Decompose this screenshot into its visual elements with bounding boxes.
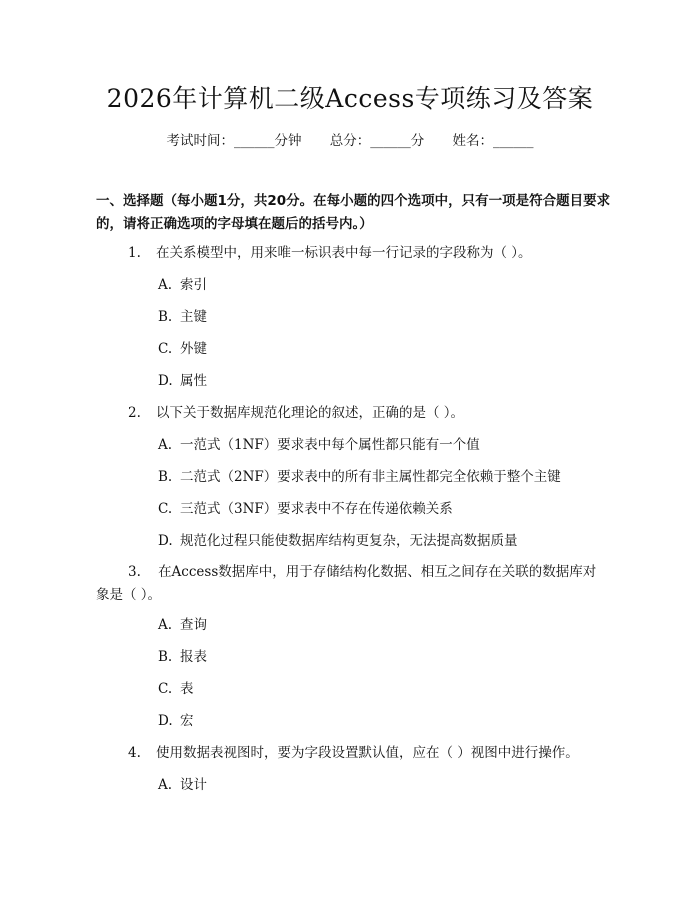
option-2d xyxy=(158,532,518,550)
option-text: 宏 xyxy=(180,713,194,729)
question-number: 1. xyxy=(128,245,141,261)
question-text: 使用数据表视图时，要为字段设置默认值，应在（ ）视图中进行操作。 xyxy=(156,745,579,761)
exam-time-field: 考试时间：______分钟 xyxy=(166,133,302,149)
option-2a xyxy=(158,436,480,454)
option-text: 设计 xyxy=(180,777,207,793)
option-1a xyxy=(158,276,207,294)
option-1d xyxy=(158,372,207,390)
option-text: 规范化过程只能使数据库结构更复杂，无法提高数据质量 xyxy=(180,533,518,549)
option-letter: B. xyxy=(158,469,173,485)
exam-meta xyxy=(0,132,700,150)
option-3a xyxy=(158,616,207,634)
option-text: 报表 xyxy=(180,649,207,665)
student-name-field: 姓名：______ xyxy=(452,133,534,149)
option-text: 一范式（1NF）要求表中每个属性都只能有一个值 xyxy=(180,437,480,453)
option-2b xyxy=(158,468,561,486)
question-number: 3. xyxy=(128,564,141,580)
option-text: 三范式（3NF）要求表中不存在传递依赖关系 xyxy=(180,501,453,517)
option-text: 二范式（2NF）要求表中的所有非主属性都完全依赖于整个主键 xyxy=(180,469,561,485)
question-4 xyxy=(128,744,579,762)
option-text: 外键 xyxy=(180,341,207,357)
option-letter: A. xyxy=(158,617,173,633)
question-text: 在Access数据库中，用于存储结构化数据、相互之间存在关联的数据库对象是（ ）。 xyxy=(96,564,597,603)
option-4a xyxy=(158,776,207,794)
option-letter: C. xyxy=(158,341,173,357)
question-number: 2. xyxy=(128,405,141,421)
option-text: 主键 xyxy=(180,309,207,325)
option-text: 表 xyxy=(180,681,194,697)
option-letter: A. xyxy=(158,777,173,793)
total-score-field: 总分：______分 xyxy=(329,133,425,149)
option-letter: C. xyxy=(158,501,173,517)
option-2c xyxy=(158,500,453,518)
question-3 xyxy=(96,561,601,607)
option-letter: A. xyxy=(158,437,173,453)
page-title: 2026年计算机二级Access专项练习及答案 xyxy=(106,84,594,113)
option-3c xyxy=(158,680,194,698)
question-text: 在关系模型中，用来唯一标识表中每一行记录的字段称为（ ）。 xyxy=(156,245,532,261)
option-letter: D. xyxy=(158,373,173,389)
option-1c xyxy=(158,340,207,358)
option-3d xyxy=(158,712,194,730)
option-letter: D. xyxy=(158,533,173,549)
option-text: 查询 xyxy=(180,617,207,633)
option-letter: C. xyxy=(158,681,173,697)
option-letter: B. xyxy=(158,649,173,665)
question-2 xyxy=(128,404,464,422)
question-text: 以下关于数据库规范化理论的叙述，正确的是（ ）。 xyxy=(156,405,465,421)
option-letter: B. xyxy=(158,309,173,325)
option-text: 属性 xyxy=(180,373,207,389)
option-1b xyxy=(158,308,207,326)
section-heading: 一、选择题（每小题1分，共20分。在每小题的四个选项中，只有一项是符合题目要求的，请将正确选项的字母填在题后的括号内。） xyxy=(96,193,611,232)
option-letter: D. xyxy=(158,713,173,729)
option-text: 索引 xyxy=(180,277,207,293)
question-number: 4. xyxy=(128,745,141,761)
option-letter: A. xyxy=(158,277,173,293)
option-3b xyxy=(158,648,207,666)
question-1 xyxy=(128,244,532,262)
